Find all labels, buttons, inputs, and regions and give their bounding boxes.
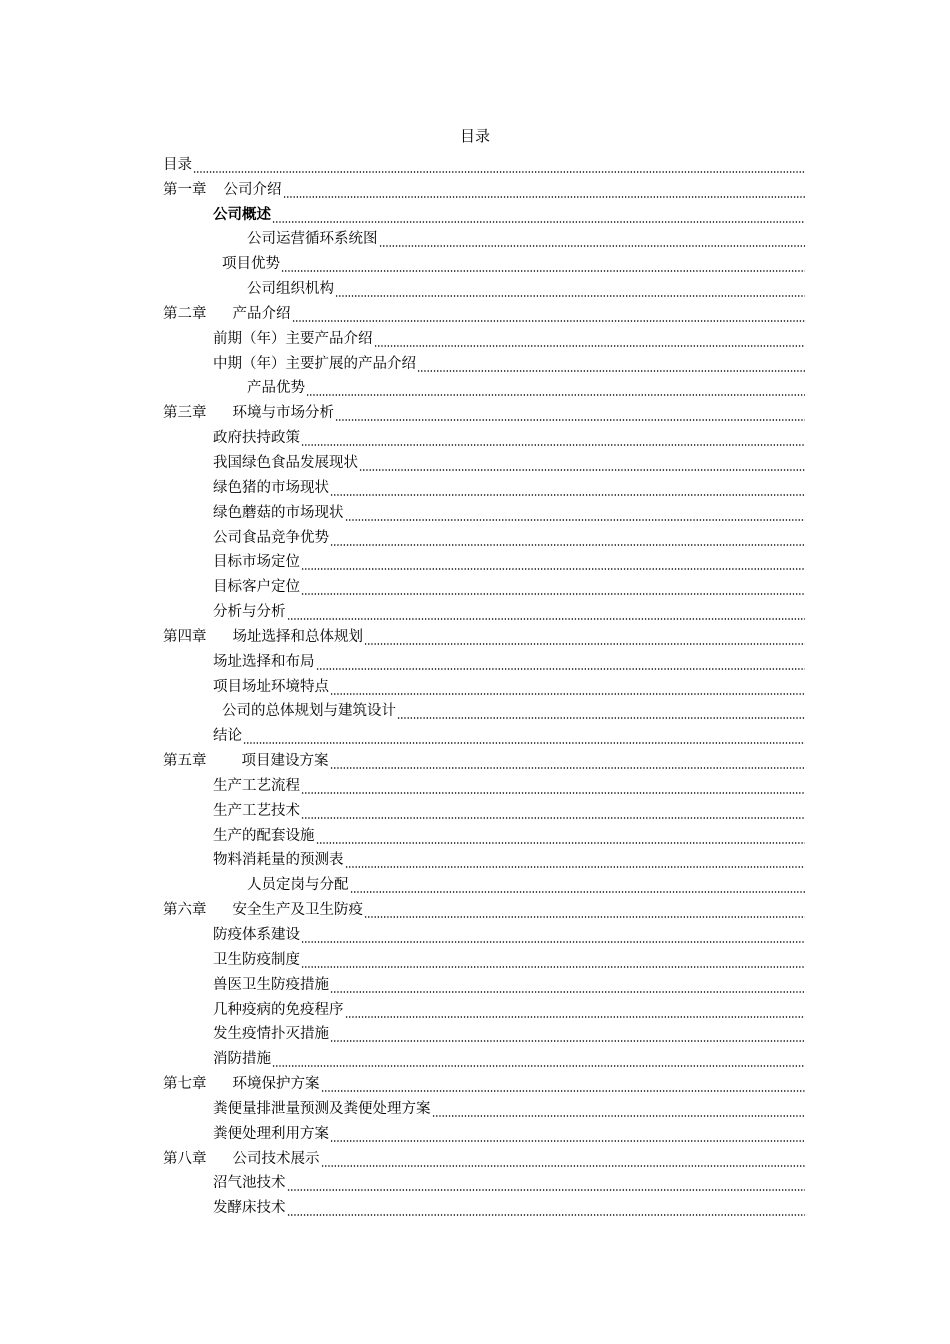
dot-leader: [306, 380, 805, 398]
toc-entry-chapter[interactable]: [163, 622, 805, 647]
dot-leader: [316, 828, 806, 846]
toc-entry-chapter[interactable]: [163, 398, 805, 423]
toc-entry-title: 目录: [163, 156, 192, 173]
chapter-number: 第三章: [163, 405, 207, 422]
toc-entry[interactable]: [163, 1020, 805, 1045]
toc-entry-title: 物料消耗量的预测表: [213, 852, 344, 869]
toc-entry[interactable]: [163, 1094, 805, 1119]
toc-entry-title: 绿色猪的市场现状: [213, 479, 329, 496]
toc-entry-title: 场址选择和总体规划: [232, 628, 363, 645]
toc-entry-title: 公司食品竞争优势: [213, 529, 329, 546]
toc-entry-title: 公司技术展示: [232, 1150, 320, 1167]
toc-entry[interactable]: [163, 846, 805, 871]
toc-entry[interactable]: [163, 548, 805, 573]
toc-entry-title: 粪便量排泄量预测及粪便处理方案: [213, 1100, 431, 1117]
chapter-number: 第六章: [163, 902, 207, 919]
page-title: 目录: [459, 127, 490, 145]
dot-leader: [374, 331, 806, 349]
dot-leader: [301, 803, 805, 821]
toc-entry-title: 项目优势: [222, 256, 280, 273]
toc-entry[interactable]: [163, 150, 805, 175]
dot-leader: [359, 455, 805, 473]
dot-leader: [330, 679, 805, 697]
dot-leader: [379, 231, 806, 249]
dot-leader: [330, 977, 805, 995]
chapter-number: 第七章: [163, 1076, 207, 1093]
dot-leader: [287, 1200, 806, 1218]
toc-entry[interactable]: [163, 821, 805, 846]
toc-entry[interactable]: [163, 672, 805, 697]
dot-leader: [321, 1151, 806, 1169]
toc-entry[interactable]: [163, 523, 805, 548]
chapter-number: 第八章: [163, 1150, 207, 1167]
toc-entry[interactable]: [163, 697, 805, 722]
dot-leader: [330, 1026, 805, 1044]
toc-entry-title: 前期（年）主要产品介绍: [213, 330, 373, 347]
dot-leader: [364, 629, 805, 647]
toc-entry-title: 公司组织机构: [247, 281, 334, 298]
toc-entry-title: 结论: [213, 728, 242, 745]
toc-entry[interactable]: [163, 324, 805, 349]
dot-leader: [335, 281, 805, 299]
toc-entry[interactable]: [163, 473, 805, 498]
toc-entry[interactable]: [163, 870, 805, 895]
dot-leader: [321, 1076, 806, 1094]
toc-entry-title: 粪便处理利用方案: [213, 1125, 329, 1142]
toc-entry-title: 公司概述: [213, 206, 271, 223]
toc-entry-title: 产品介绍: [232, 305, 291, 322]
toc-entry-title: 消防措施: [213, 1051, 271, 1068]
toc-entry-title: 中期（年）主要扩展的产品介绍: [213, 355, 416, 372]
toc-entry-title: 防疫体系建设: [213, 927, 300, 943]
dot-leader: [301, 579, 805, 597]
chapter-number: 第五章: [163, 753, 207, 770]
toc-entry[interactable]: [163, 1044, 805, 1069]
dot-leader: [432, 1101, 806, 1119]
chapter-number: 第一章: [163, 181, 207, 198]
dot-leader: [345, 1002, 806, 1020]
dot-leader: [301, 778, 805, 796]
toc-entry-title: 目标市场定位: [213, 554, 300, 571]
toc-entry-title: 发生疫情扑灭措施: [213, 1026, 329, 1043]
toc-entry-title: 项目场址环境特点: [213, 678, 329, 695]
toc-entry[interactable]: [163, 572, 805, 597]
toc-entry-title: 安全生产及卫生防疫: [232, 902, 363, 919]
dot-leader: [301, 952, 805, 970]
toc-entry-title: 环境保护方案: [232, 1076, 320, 1093]
toc-entry[interactable]: [163, 920, 805, 945]
toc-entry-title: 沼气池技术: [213, 1175, 286, 1192]
toc-entry-title: 兽医卫生防疫措施: [213, 976, 329, 993]
toc-entry-title: 生产工艺流程: [213, 777, 300, 794]
dot-leader: [330, 1126, 805, 1144]
toc-entry-title: 公司的总体规划与建筑设计: [222, 703, 396, 720]
dot-leader: [345, 852, 806, 870]
dot-leader: [272, 1051, 805, 1069]
dot-leader: [287, 604, 806, 622]
toc-entry[interactable]: [163, 995, 805, 1020]
toc-entry-title: 产品优势: [247, 380, 305, 397]
dot-leader: [397, 703, 805, 721]
toc-entry-chapter[interactable]: [163, 175, 805, 200]
dot-leader: [287, 1175, 806, 1193]
toc-entry[interactable]: [163, 945, 805, 970]
chapter-number: 第四章: [163, 628, 207, 645]
toc-entry[interactable]: [163, 225, 805, 250]
toc-entry-title: 分析与分析: [213, 604, 286, 621]
toc-entry-title: 公司运营循环系统图: [247, 231, 378, 248]
dot-leader: [243, 728, 805, 746]
toc-entry[interactable]: [163, 274, 805, 299]
toc-entry[interactable]: [163, 249, 805, 274]
toc-entry[interactable]: [163, 647, 805, 672]
toc-entry-title: 目标客户定位: [213, 579, 300, 596]
toc-entry-title: 政府扶持政策: [213, 430, 300, 447]
toc-entry-title: 我国绿色食品发展现状: [213, 454, 358, 471]
toc-entry-chapter[interactable]: [163, 746, 805, 771]
dot-leader: [301, 927, 805, 945]
toc-entry-title: 卫生防疫制度: [213, 951, 300, 968]
dot-leader: [350, 877, 806, 895]
dot-leader: [364, 902, 805, 920]
toc-entry[interactable]: [163, 200, 805, 225]
table-of-contents: [163, 150, 805, 1218]
dot-leader: [330, 480, 805, 498]
toc-entry[interactable]: [163, 349, 805, 374]
toc-entry-title: 项目建设方案: [241, 753, 329, 770]
dot-leader: [345, 505, 806, 523]
dot-leader: [292, 306, 806, 324]
toc-entry-title: 场址选择和布局: [213, 653, 315, 670]
chapter-number: 第二章: [163, 305, 207, 322]
dot-leader: [301, 430, 805, 448]
toc-entry[interactable]: [163, 597, 805, 622]
toc-entry[interactable]: [163, 423, 805, 448]
toc-entry-title: 发酵床技术: [213, 1200, 286, 1217]
toc-entry[interactable]: [163, 1169, 805, 1194]
dot-leader: [301, 554, 805, 572]
dot-leader: [281, 256, 805, 274]
dot-leader: [283, 182, 806, 200]
toc-entry[interactable]: [163, 970, 805, 995]
toc-entry-title: 公司介绍: [223, 181, 282, 198]
dot-leader: [316, 654, 806, 672]
toc-entry-title: 生产工艺技术: [213, 802, 300, 819]
dot-leader: [335, 405, 805, 423]
toc-entry[interactable]: [163, 1193, 805, 1218]
toc-entry[interactable]: [163, 498, 805, 523]
toc-entry[interactable]: [163, 771, 805, 796]
toc-entry-title: 绿色蘑菇的市场现状: [213, 504, 344, 521]
toc-entry[interactable]: [163, 448, 805, 473]
dot-leader: [417, 356, 805, 374]
toc-entry-title: 几种疫病的免疫程序: [213, 1001, 344, 1018]
toc-entry[interactable]: [163, 796, 805, 821]
toc-entry-title: 环境与市场分析: [232, 405, 334, 422]
toc-entry-chapter[interactable]: [163, 895, 805, 920]
toc-entry[interactable]: [163, 721, 805, 746]
toc-entry[interactable]: [163, 374, 805, 399]
toc-entry-chapter[interactable]: [163, 299, 805, 324]
toc-entry-title: 生产的配套设施: [213, 827, 315, 844]
toc-entry-chapter[interactable]: [163, 1069, 805, 1094]
dot-leader: [330, 753, 806, 771]
toc-entry-chapter[interactable]: [163, 1144, 805, 1169]
dot-leader: [272, 207, 805, 225]
toc-entry[interactable]: [163, 1119, 805, 1144]
dot-leader: [193, 157, 805, 175]
dot-leader: [330, 530, 805, 548]
toc-entry-title: 人员定岗与分配: [247, 877, 349, 894]
